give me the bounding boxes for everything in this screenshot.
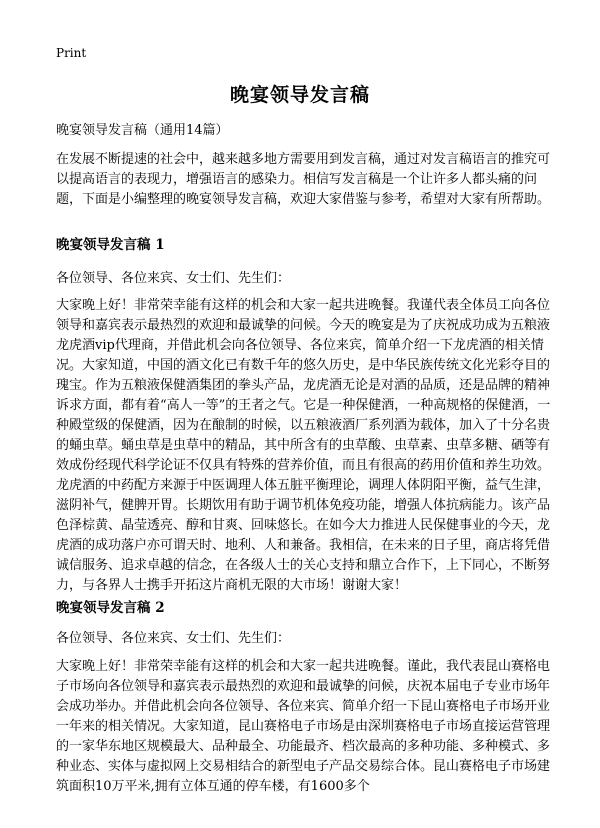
section-2-body: 大家晚上好！非常荣幸能有这样的机会和大家一起共进晚餐。谨此，我代表昆山赛格电子市场向各位领导和嘉宾表示最热烈的欢迎和最诚挚的问候，庆祝本届电子专业市场年会成功举办。并借此机会向各位领导、各位来宾、简单介绍一下昆山赛格电子市场开业一年来的相关情况。大家知道，昆山赛格电子市场是由深圳赛格电子市场直接运营管理的一家华东地区规模最大、品种最全、功能最齐、档次最高的多种功能、多种模式、多种业态、实体与虚拟网上交易相结合的新型电子产品交易综合体。昆山赛格电子市场建筑面积10万平米,拥有立体互通的停车楼，有1600多个 — [56, 659, 551, 794]
document-title: 晚宴领导发言稿 — [229, 84, 370, 106]
section-2-heading: 晚宴领导发言稿 2 — [56, 600, 165, 616]
section-1-heading: 晚宴领导发言稿 1 — [56, 237, 165, 253]
section-2-salutation: 各位领导、各位来宾、女士们、先生们： — [56, 631, 291, 646]
section-1-salutation: 各位领导、各位来宾、女士们、先生们： — [56, 271, 291, 286]
print-label: Print — [56, 46, 87, 60]
section-1-body: 大家晚上好！非常荣幸能有这样的机会和大家一起共进晚餐。我谨代表全体员工向各位领导和嘉宾表示最热烈的欢迎和最诚挚的问候。今天的晚宴是为了庆祝成功成为五粮液龙虎酒vip代理商，并借此机会向各位领导、各位来宾，简单介绍一下龙虎酒的相关情况。大家知道，中国的酒文化已有数千年的悠久历史，是中华民族传统文化光彩夺目的瑰宝。作为五粮液保健酒集团的拳头产品，龙虎酒无论是对酒的品质，还是品牌的精神诉求方面，都有着“高人一等”的王者之气。它是一种保健酒，一种高规格的保健酒，一种殿堂级的保健酒，因为在酿制的时候，以五粮液酒厂系列酒为载体，加入了十分名贵的蛹虫草。蛹虫草是虫草中的精品，其中所含有的虫草酸、虫草素、虫草多糖、硒等有效成份经现代科学论证不仅具有特殊的营养价值，而且有很高的药用价值和养生功效。龙虎酒的中药配方来源于中医调理人体五脏平衡理论，调理人体阴阳平衡，益气生津，滋阴补气，健脾开胃。长期饮用有助于调节机体免疫功能，增强人体抗病能力。该产品色泽棕黄、晶莹透亮、醇和甘爽、回味悠长。在如今大力推进人民保健事业的今天，龙虎酒的成功落户亦可谓天时、地利、人和兼备。我相信，在未来的日子里，商店将凭借诚信服务、追求卓越的信念，在各级人士的关心支持和鼎立合作下，上下同心，不断努力，与各界人士携手开拓这片商机无限的大市场！谢谢大家！ — [56, 298, 551, 593]
intro-paragraph: 在发展不断提速的社会中，越来越多地方需要用到发言稿，通过对发言稿语言的推究可以提高语言的表现力，增强语言的感染力。相信写发言稿是一个让许多人都头痛的问题，下面是小编整理的晚宴领导发言稿，欢迎大家借鉴与参考，希望对大家有所帮助。 — [56, 152, 551, 207]
document-subtitle: 晚宴领导发言稿（通用14篇） — [56, 123, 229, 138]
